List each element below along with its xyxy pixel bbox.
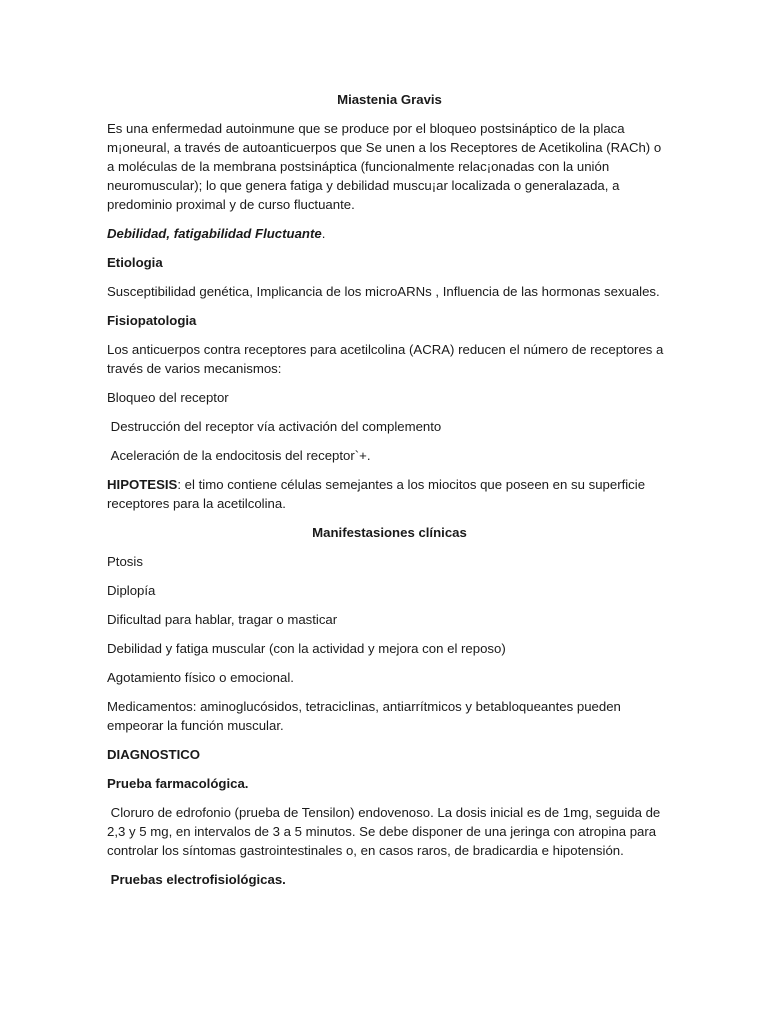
manifestacion-item: Debilidad y fatiga muscular (con la actividad y mejora con el reposo) — [107, 641, 506, 656]
etiologia-heading: Etiologia — [107, 255, 163, 270]
mechanism-item: Destrucción del receptor vía activación del complemento — [107, 419, 442, 434]
manifestacion-item: Agotamiento físico o emocional. — [107, 670, 294, 685]
fisiopatologia-text: Los anticuerpos contra receptores para acetilcolina (ACRA) reducen el número de receptores a través de varios mecanismos: — [107, 342, 664, 376]
hipotesis-text: : el timo contiene células semejantes a los miocitos que poseen en su superficie receptores para la acetilcolina. — [107, 477, 646, 511]
hipotesis-label: HIPOTESIS — [107, 477, 178, 492]
fisiopatologia-heading: Fisiopatologia — [107, 313, 197, 328]
etiologia-text: Susceptibilidad genética, Implicancia de los microARNs , Influencia de las hormonas sexuales. — [107, 284, 660, 299]
farmaco-heading: Prueba farmacológica. — [107, 776, 249, 791]
key-phrase-end: . — [321, 226, 326, 241]
mechanism-item: Aceleración de la endocitosis del receptor`+. — [107, 448, 371, 463]
manifestacion-item: Diplopía — [107, 583, 156, 598]
key-phrase — [107, 224, 672, 243]
key-phrase-part2: fatigabilidad Fluctuante — [173, 226, 322, 241]
document-body — [107, 90, 672, 899]
document-title: Miastenia Gravis — [337, 92, 442, 107]
key-phrase-part1: Debilidad — [107, 226, 167, 241]
electro-heading: Pruebas electrofisiológicas. — [107, 872, 286, 887]
mechanism-item: Bloqueo del receptor — [107, 390, 229, 405]
manifestacion-item: Dificultad para hablar, tragar o masticar — [107, 612, 338, 627]
manifestacion-item: Ptosis — [107, 554, 143, 569]
farmaco-text: Cloruro de edrofonio (prueba de Tensilon) endovenoso. La dosis inicial es de 1mg, seguida de 2,3 y 5 mg, en intervalos de 3 a 5 minutos. Se debe disponer de una jeringa con atropina para controlar los síntomas gastrointestinales o, en casos raros, de bradicardia e hipotensión. — [107, 805, 664, 858]
hipotesis-paragraph — [107, 475, 672, 513]
intro-paragraph: Es una enfermedad autoinmune que se produce por el bloqueo postsináptico de la placa m¡oneural, a través de autoanticuerpos que Se unen a los Receptores de Acetikolina (RACh) o a moléculas de la membrana postsináptica (funcionalmente relac¡onadas con la unión neuromuscular); lo que genera fatiga y debilidad muscu¡ar localizada o generalazada, a predominio proximal y de curso fluctuante. — [107, 121, 662, 212]
diagnostico-heading: DIAGNOSTICO — [107, 747, 201, 762]
manifestacion-item: Medicamentos: aminoglucósidos, tetraciclinas, antiarrítmicos y betabloqueantes pueden empeorar la función muscular. — [107, 699, 621, 733]
key-phrase-sep: , — [166, 226, 174, 241]
manifestaciones-heading: Manifestasiones clínicas — [312, 525, 467, 540]
